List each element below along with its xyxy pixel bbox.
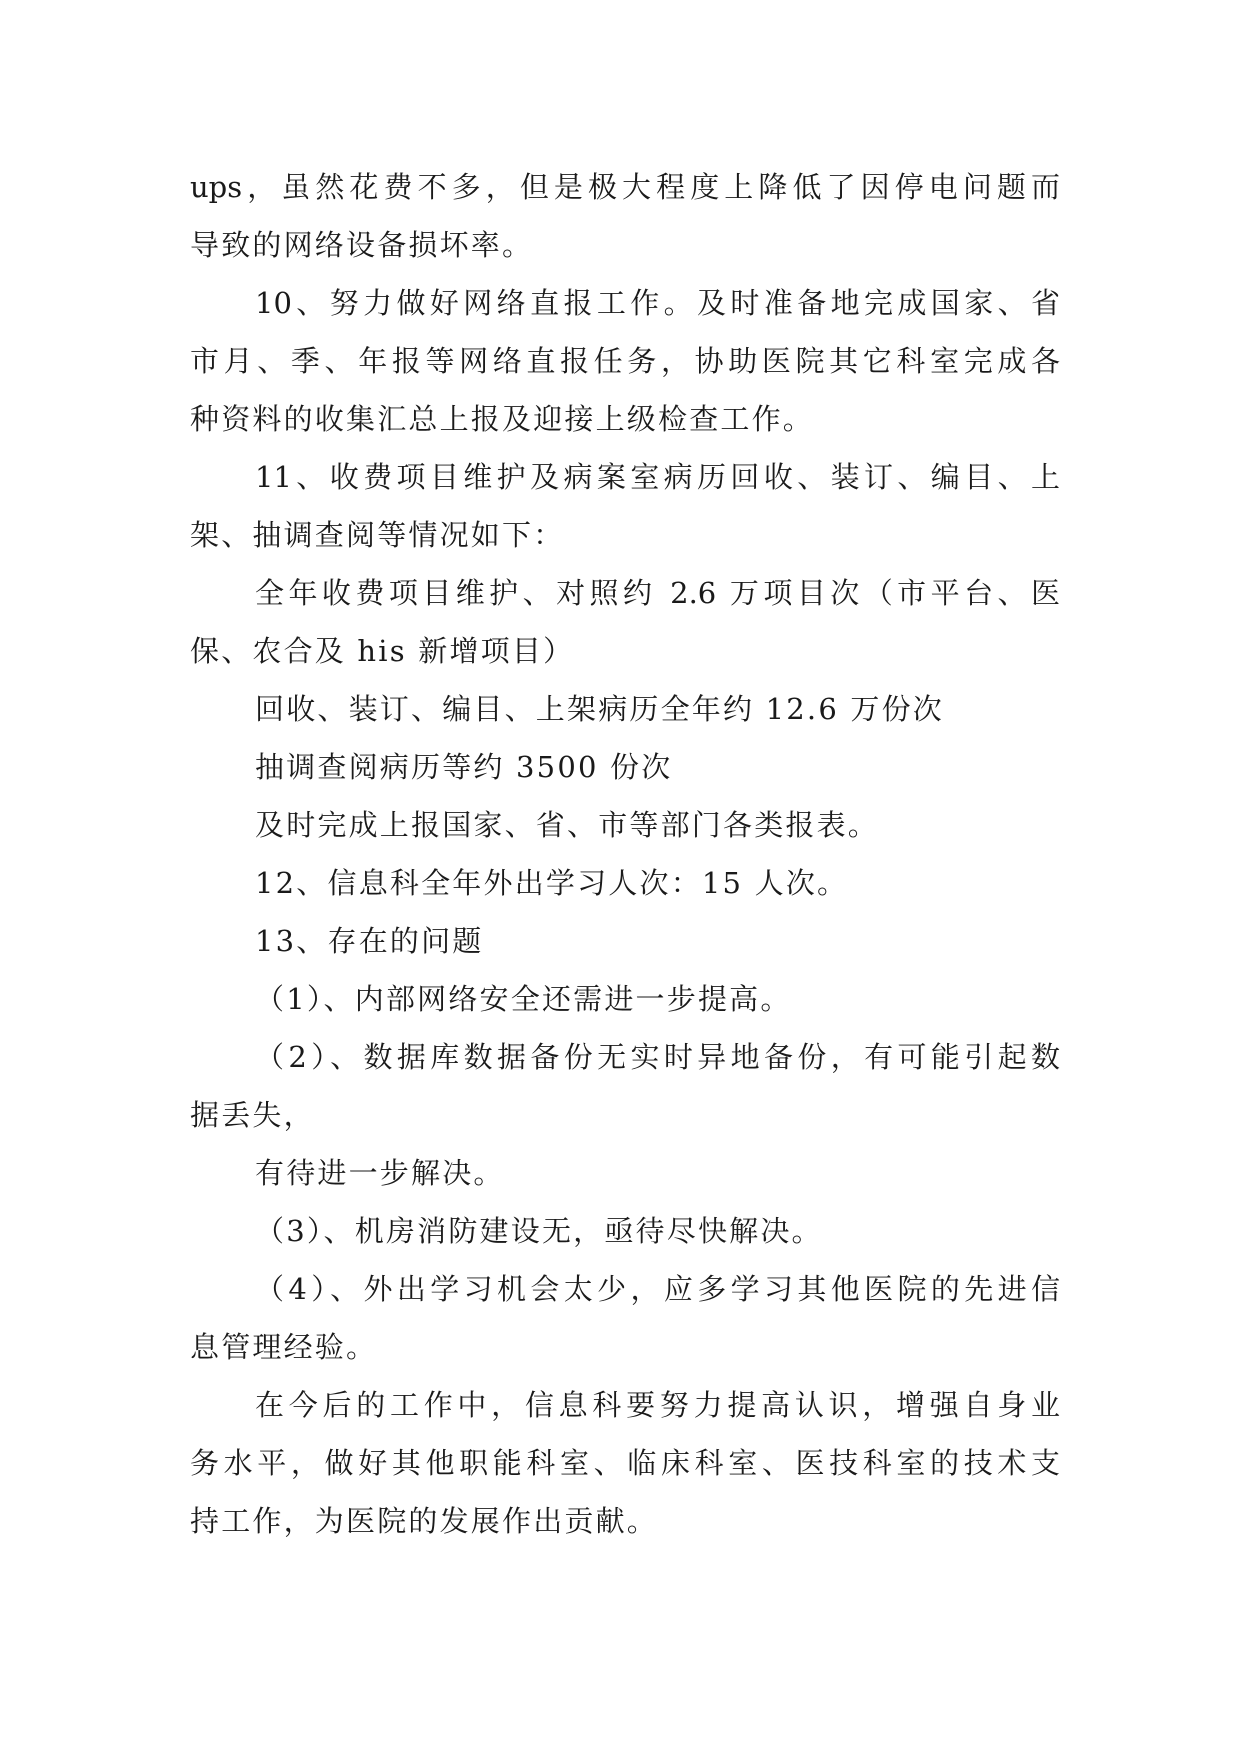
- text-line-5: 种资料的收集汇总上报及迎接上级检查工作。: [190, 402, 815, 436]
- text-line-17: 据丢失，: [190, 1098, 315, 1132]
- text-line-15: （1）、内部网络安全还需进一步提高。: [255, 982, 792, 1016]
- text-line-11: 抽调查阅病历等约 3500 份次: [255, 750, 673, 784]
- text-line-6: 11、收费项目维护及病案室病历回收、装订、编目、上: [255, 460, 1060, 494]
- text-line-14: 13、存在的问题: [255, 924, 484, 958]
- text-line-16: （2）、数据库数据备份无实时异地备份，有可能引起数: [255, 1040, 1060, 1074]
- text-line-24: 持工作，为医院的发展作出贡献。: [190, 1504, 659, 1538]
- text-line-2: 导致的网络设备损坏率。: [190, 228, 534, 262]
- text-line-8: 全年收费项目维护、对照约 2.6 万项目次（市平台、医: [255, 576, 1060, 610]
- text-line-4: 市月、季、年报等网络直报任务，协助医院其它科室完成各: [190, 344, 1060, 378]
- text-line-3: 10、努力做好网络直报工作。及时准备地完成国家、省: [255, 286, 1060, 320]
- text-line-7: 架、抽调查阅等情况如下：: [190, 518, 565, 552]
- text-line-22: 在今后的工作中，信息科要努力提高认识，增强自身业: [255, 1388, 1060, 1422]
- text-line-21: 息管理经验。: [190, 1330, 378, 1364]
- text-line-19: （3）、机房消防建设无，亟待尽快解决。: [255, 1214, 823, 1248]
- text-line-18: 有待进一步解决。: [255, 1156, 505, 1190]
- text-line-20: （4）、外出学习机会太少，应多学习其他医院的先进信: [255, 1272, 1060, 1306]
- text-line-9: 保、农合及 his 新增项目）: [190, 634, 575, 668]
- text-line-23: 务水平，做好其他职能科室、临床科室、医技科室的技术支: [190, 1446, 1060, 1480]
- text-line-10: 回收、装订、编目、上架病历全年约 12.6 万份次: [255, 692, 945, 726]
- text-line-12: 及时完成上报国家、省、市等部门各类报表。: [255, 808, 880, 842]
- text-line-13: 12、信息科全年外出学习人次：15 人次。: [255, 866, 849, 900]
- text-line-1: ups，虽然花费不多，但是极大程度上降低了因停电问题而: [190, 170, 1060, 204]
